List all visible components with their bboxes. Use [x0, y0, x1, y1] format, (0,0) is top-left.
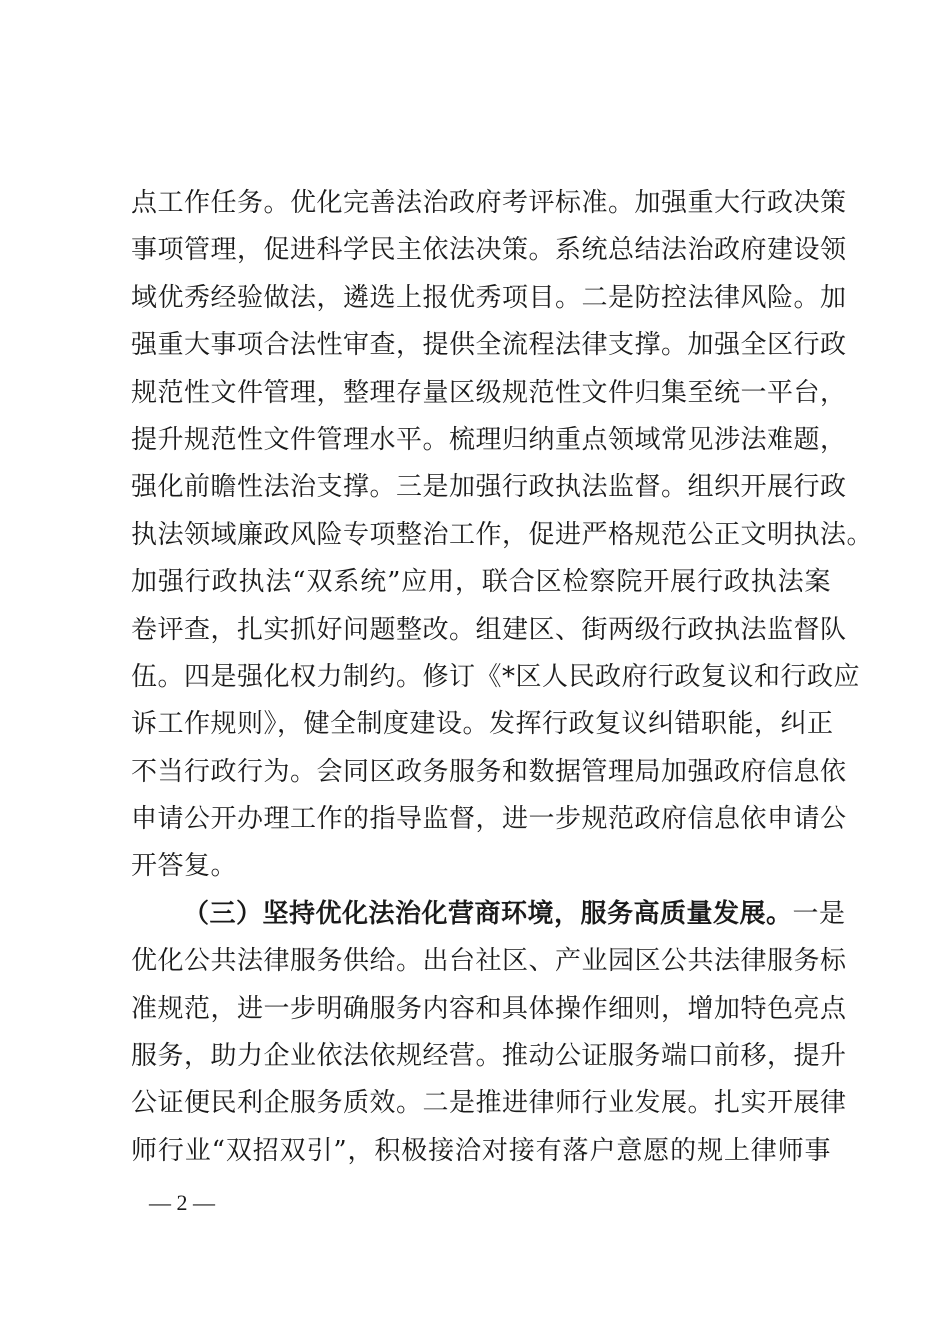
text-line: 事项管理，促进科学民主依法决策。系统总结法治政府建设领: [131, 235, 847, 266]
text-line: 强化前瞻性法治支撑。三是加强行政执法监督。组织开展行政: [131, 472, 847, 503]
section-heading: （三）坚持优化法治化营商环境，服务高质量发展。: [183, 898, 793, 929]
text-line: 不当行政行为。会同区政务服务和数据管理局加强政府信息依: [131, 756, 847, 787]
section-heading-tail: 一是: [792, 898, 846, 929]
text-line: 提升规范性文件管理水平。梳理归纳重点领域常见涉法难题，: [131, 424, 847, 455]
text-line: 加强行政执法“双系统”应用，联合区检察院开展行政执法案: [131, 567, 831, 598]
page-number: — 2 —: [149, 1190, 215, 1215]
text-line: 执法领域廉政风险专项整治工作，促进严格规范公正文明执法。: [131, 519, 874, 550]
text-line: 公证便民利企服务质效。二是推进律师行业发展。扎实开展律: [131, 1088, 847, 1119]
text-line: 强重大事项合法性审查，提供全流程法律支撑。加强全区行政: [131, 330, 847, 361]
text-line: 申请公开办理工作的指导监督，进一步规范政府信息依申请公: [131, 804, 847, 835]
text-line: 域优秀经验做法，遴选上报优秀项目。二是防控法律风险。加: [131, 282, 847, 313]
text-line: 伍。四是强化权力制约。修订《*区人民政府行政复议和行政应: [131, 661, 861, 692]
text-line: 优化公共法律服务供给。出台社区、产业园区公共法律服务标: [131, 946, 847, 977]
section-heading-line: [131, 891, 846, 938]
text-line: 师行业“双招双引”，积极接洽对接有落户意愿的规上律师事: [131, 1135, 831, 1166]
text-line: 准规范，进一步明确服务内容和具体操作细则，增加特色亮点: [131, 993, 847, 1024]
text-line: 点工作任务。优化完善法治政府考评标准。加强重大行政决策: [131, 188, 847, 218]
text-line: 开答复。: [131, 851, 238, 882]
text-line: 卷评查，扎实抓好问题整改。组建区、街两级行政执法监督队: [131, 614, 847, 645]
text-line: 服务，助力企业依法依规经营。推动公证服务端口前移，提升: [131, 1041, 847, 1072]
document-body: [131, 180, 874, 1175]
text-line: 诉工作规则》，健全制度建设。发挥行政复议纠错职能，纠正: [131, 709, 834, 740]
text-line: 规范性文件管理，整理存量区级规范性文件归集至统一平台，: [131, 377, 847, 408]
